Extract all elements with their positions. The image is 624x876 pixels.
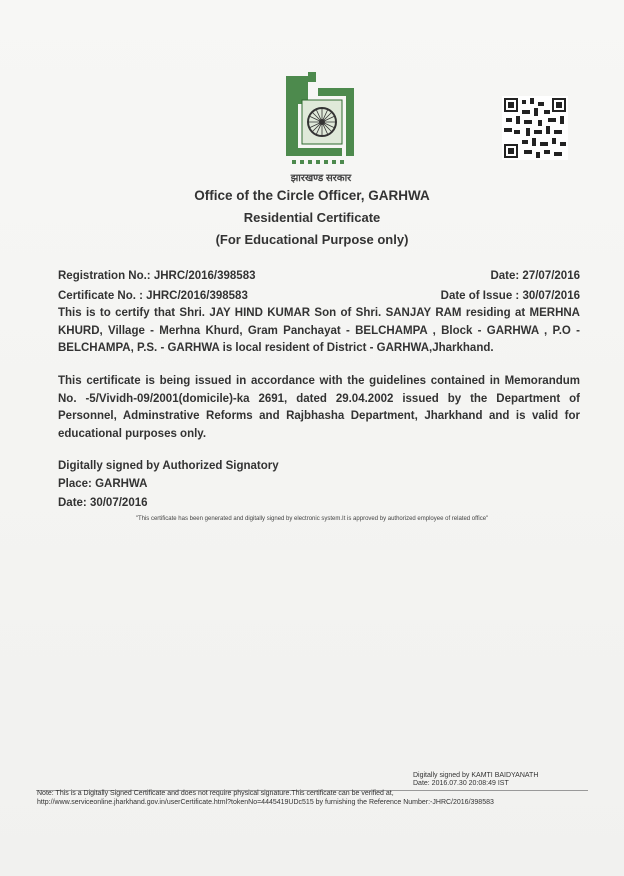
signature-place: Place: GARHWA bbox=[58, 478, 148, 490]
jharkhand-emblem-icon bbox=[272, 70, 368, 176]
office-title: Office of the Circle Officer, GARHWA bbox=[194, 188, 430, 203]
registration-number: Registration No.: JHRC/2016/398583 bbox=[58, 270, 256, 282]
digital-signature-name: Digitally signed by KAMTI BAIDYANATH bbox=[413, 772, 539, 779]
qr-code-icon bbox=[502, 96, 568, 160]
system-note: "This certificate has been generated and digitally signed by electronic system.It is approved by authorized employee of related office" bbox=[135, 516, 489, 522]
certification-paragraph: This is to certify that Shri. JAY HIND KUMAR Son of Shri. SANJAY RAM residing at MERHNA KHURD, Village - Merhna Khurd, Gram Panchayat - BELCHAMPA , Block - GARHWA , P.O - BELCHAMPA, P.S. - GARHWA is local resident of District - GARHWA,Jharkhand. bbox=[58, 307, 580, 354]
emblem-label: झारखण्ड सरकार bbox=[290, 173, 352, 184]
guidelines-paragraph: This certificate is being issued in accordance with the guidelines contained in Memorandum No. -5/Vividh-09/2001(domicile)-ka 2691, dated 29.04.2002 issued by the Department of Personnel, Adminstrative Reforms and Rajbhasha Department, Jharkhand and is valid for educational purposes only. bbox=[58, 375, 580, 440]
issue-date: Date of Issue : 30/07/2016 bbox=[440, 290, 580, 302]
signature-date: Date: 30/07/2016 bbox=[58, 497, 148, 509]
digital-signature-date: Date: 2016.07.30 20:08:49 IST bbox=[413, 780, 509, 787]
footer-note bbox=[37, 790, 597, 807]
registration-date: Date: 27/07/2016 bbox=[490, 270, 580, 282]
certificate-type: Residential Certificate bbox=[243, 210, 381, 225]
signed-by: Digitally signed by Authorized Signatory bbox=[58, 460, 279, 472]
certificate-number: Certificate No. : JHRC/2016/398583 bbox=[58, 290, 248, 302]
verification-link[interactable]: http://www.serviceonline.jharkhand.gov.in/userCertificate.html?tokenNo=4445419UDc515 by furnishing the Reference Number:-JHRC/2016/398583 bbox=[37, 798, 494, 806]
certificate-purpose: (For Educational Purpose only) bbox=[215, 232, 409, 247]
footer-note-line1: Note: This is a Digitally Signed Certificate and does not require physical signature.This certificate can be verified at, bbox=[37, 790, 394, 797]
